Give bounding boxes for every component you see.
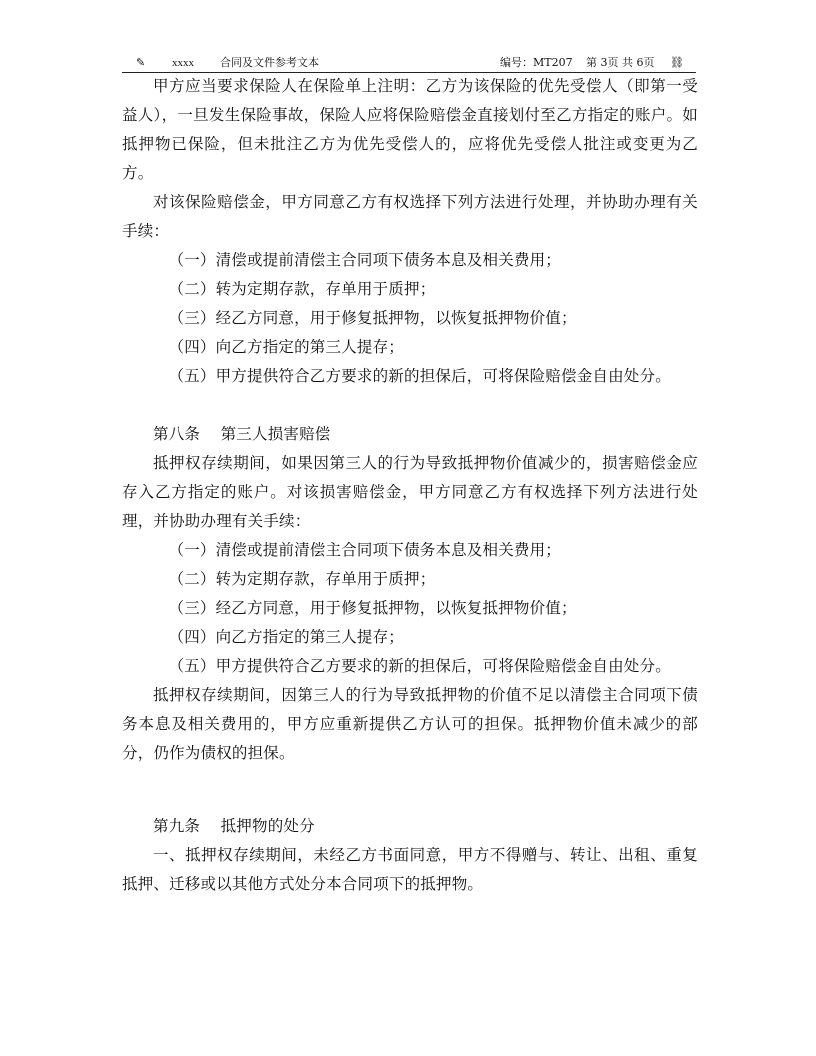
list-item: （一）清偿或提前清偿主合同项下债务本息及相关费用； bbox=[168, 251, 562, 269]
list-item: （一）清偿或提前清偿主合同项下债务本息及相关费用； bbox=[168, 541, 562, 559]
link-icon: ⛓ bbox=[670, 56, 684, 69]
header-title: 合同及文件参考文本 bbox=[220, 56, 319, 69]
list-item: （三）经乙方同意，用于修复抵押物，以恢复抵押物价值； bbox=[168, 309, 577, 327]
header-doc-number: 编号：MT207 bbox=[500, 56, 573, 69]
article-8-paragraph: 抵押权存续期间，如果因第三人的行为导致抵押物价值减少的，损害赔偿金应存入乙方指定的账户。对该损害赔偿金，甲方同意乙方有权选择下列方法进行处理，并协助办理有关手续： bbox=[122, 454, 698, 530]
insurance-paragraph: 甲方应当要求保险人在保险单上注明：乙方为该保险的优先受偿人（即第一受益人），一旦发生保险事故，保险人应将保险赔偿金直接划付至乙方指定的账户。如抵押物已保险，但未批注乙方为优先受偿人的，应将优先受偿人批注或变更为乙方。 bbox=[122, 77, 698, 182]
list-item: （四）向乙方指定的第三人提存； bbox=[168, 338, 405, 356]
list-item: （五）甲方提供符合乙方要求的新的担保后，可将保险赔偿金自由处分。 bbox=[168, 367, 671, 385]
page-header bbox=[122, 54, 696, 73]
spacer bbox=[122, 768, 698, 812]
list-item: （三）经乙方同意，用于修复抵押物，以恢复抵押物价值； bbox=[168, 599, 577, 617]
list-item: （二）转为定期存款，存单用于质押； bbox=[168, 280, 436, 298]
article-8-title: 第八条 第三人损害赔偿 bbox=[153, 425, 331, 443]
article-9-title: 第九条 抵押物的处分 bbox=[153, 817, 315, 835]
list-item: （二）转为定期存款，存单用于质押； bbox=[168, 570, 436, 588]
article-9-paragraph: 一、抵押权存续期间，未经乙方书面同意，甲方不得赠与、转让、出租、重复抵押、迁移或以其他方式处分本合同项下的抵押物。 bbox=[122, 846, 698, 893]
article-8-closing-paragraph: 抵押权存续期间，因第三人的行为导致抵押物的价值不足以清偿主合同项下债务本息及相关费用的，甲方应重新提供乙方认可的担保。抵押物价值未减少的部分，仍作为债权的担保。 bbox=[122, 686, 698, 762]
spacer bbox=[122, 391, 698, 420]
header-page-number: 第 3页 共 6页 bbox=[586, 56, 655, 69]
insurance-options-intro: 对该保险赔偿金，甲方同意乙方有权选择下列方法进行处理，并协助办理有关手续： bbox=[122, 193, 698, 240]
list-item: （四）向乙方指定的第三人提存； bbox=[168, 628, 405, 646]
pen-icon: ✎ bbox=[136, 56, 146, 69]
list-item: （五）甲方提供符合乙方要求的新的担保后，可将保险赔偿金自由处分。 bbox=[168, 657, 671, 675]
document-body bbox=[122, 72, 698, 899]
header-code: xxxx bbox=[172, 57, 194, 69]
